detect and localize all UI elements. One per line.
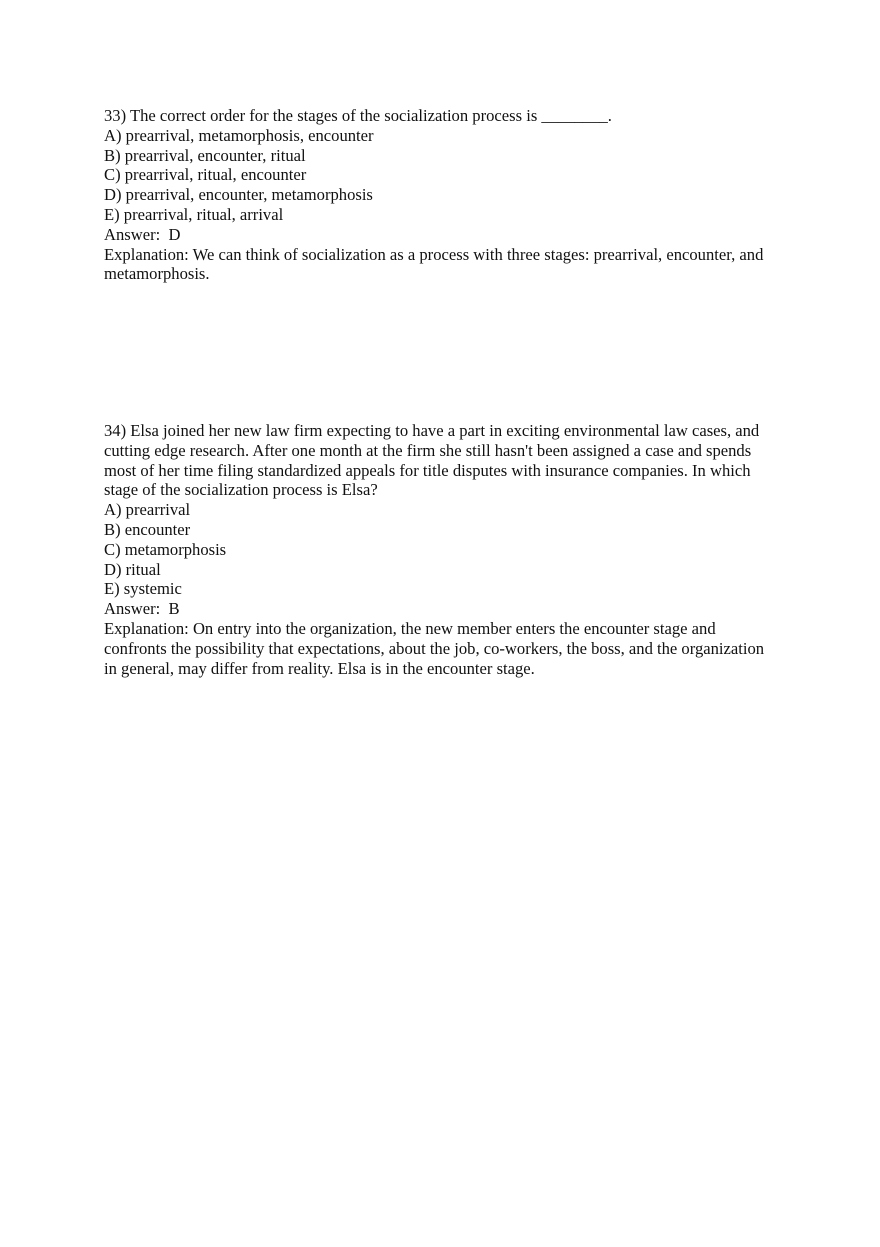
question-stem: 33) The correct order for the stages of the socialization process is ________.: [104, 106, 612, 125]
option-a: A) prearrival, metamorphosis, encounter: [104, 125, 374, 145]
question-stem: 34) Elsa joined her new law firm expecting to have a part in exciting environmental law cases, and cutting edge research. After one month at the firm she still hasn't been assigned a case and spends most of her time filing standardized appeals for title disputes with insurance companies. In which stage of the socialization process is Elsa?: [104, 421, 760, 500]
option-a: A) prearrival: [104, 500, 191, 520]
question-34: [104, 421, 776, 678]
option-b: B) encounter: [104, 519, 191, 539]
option-c: C) metamorphosis: [104, 539, 227, 559]
answer-line: Answer: B: [104, 599, 180, 619]
option-e: E) prearrival, ritual, arrival: [104, 204, 284, 224]
option-c: C) prearrival, ritual, encounter: [104, 165, 307, 185]
option-d: D) prearrival, encounter, metamorphosis: [104, 185, 373, 205]
option-b: B) prearrival, encounter, ritual: [104, 145, 306, 165]
question-33: [104, 106, 776, 284]
option-d: D) ritual: [104, 559, 161, 579]
answer-line: Answer: D: [104, 224, 181, 244]
explanation-text: Explanation: On entry into the organization, the new member enters the encounter stage and confronts the possibility that expectations, about the job, co-workers, the boss, and the organization in general, may differ from reality. Elsa is in the encounter stage.: [104, 618, 765, 678]
option-e: E) systemic: [104, 579, 182, 599]
explanation-text: Explanation: We can think of socialization as a process with three stages: prearrival, encounter, and metamorphosis.: [104, 244, 764, 284]
